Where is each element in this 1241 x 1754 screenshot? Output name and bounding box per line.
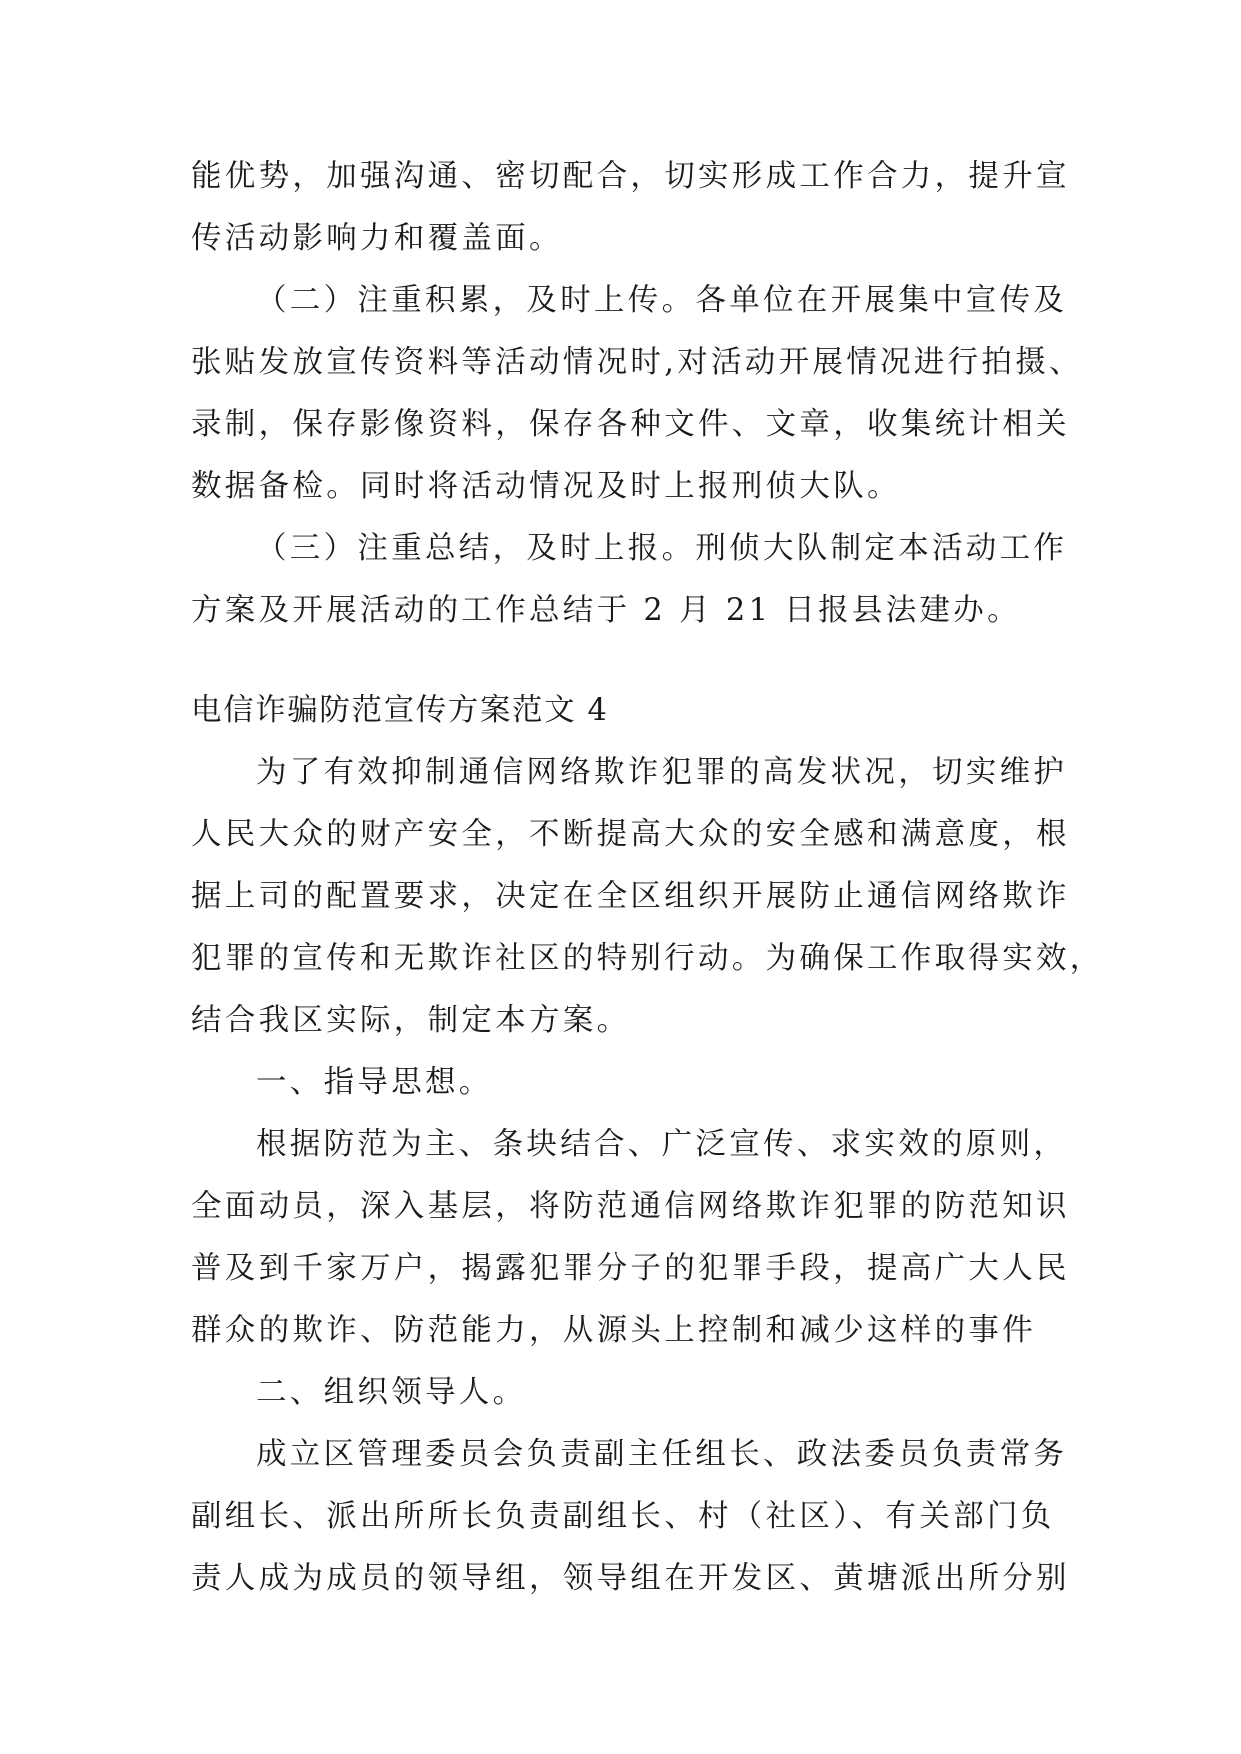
text-line: 普及到千家万户，揭露犯罪分子的犯罪手段，提高广大人民 bbox=[191, 1251, 1070, 1286]
text-line: 群众的欺诈、防范能力，从源头上控制和减少这样的事件 bbox=[191, 1313, 1036, 1348]
text-line: 人民大众的财产安全，不断提高大众的安全感和满意度，根 bbox=[191, 817, 1070, 852]
paragraph-item-2 bbox=[191, 270, 1083, 518]
text-line: 据上司的配置要求，决定在全区组织开展防止通信网络欺诈 bbox=[191, 879, 1070, 914]
text-line: 方案及开展活动的工作总结于 2 月 21 日报县法建办。 bbox=[191, 593, 1021, 628]
text-line: （三）注重总结，及时上报。刑侦大队制定本活动工作 bbox=[256, 531, 1068, 566]
text-line: 张贴发放宣传资料等活动情况时,对活动开展情况进行拍摄、 bbox=[191, 345, 1083, 380]
text-line: 副组长、派出所所长负责副组长、村（社区）、有关部门负 bbox=[191, 1499, 1055, 1534]
paragraph-guiding-ideology bbox=[191, 1114, 1071, 1362]
paragraph-organization bbox=[191, 1424, 1071, 1610]
text-line: 录制，保存影像资料，保存各种文件、文章，收集统计相关 bbox=[191, 407, 1070, 442]
text-line: 成立区管理委员会负责副主任组长、政法委员负责常务 bbox=[256, 1437, 1068, 1472]
section-spacer bbox=[191, 642, 1071, 680]
text-line: 根据防范为主、条块结合、广泛宣传、求实效的原则， bbox=[256, 1127, 1068, 1162]
paragraph-continued bbox=[191, 146, 1071, 270]
section-title: 电信诈骗防范宣传方案范文 4 bbox=[191, 693, 609, 728]
text-line: 犯罪的宣传和无欺诈社区的特别行动。为确保工作取得实效， bbox=[191, 941, 1104, 976]
paragraph-item-3 bbox=[191, 518, 1071, 642]
text-line: 结合我区实际，制定本方案。 bbox=[191, 1003, 631, 1038]
text-line: 传活动影响力和覆盖面。 bbox=[191, 221, 563, 256]
text-line: 数据备检。同时将活动情况及时上报刑侦大队。 bbox=[191, 469, 901, 504]
text-line: 为了有效抑制通信网络欺诈犯罪的高发状况，切实维护 bbox=[256, 755, 1068, 790]
text-line: （二）注重积累，及时上传。各单位在开展集中宣传及 bbox=[256, 283, 1068, 318]
heading-organization-leaders: 二、组织领导人。 bbox=[256, 1375, 527, 1410]
text-line: 全面动员，深入基层，将防范通信网络欺诈犯罪的防范知识 bbox=[191, 1189, 1070, 1224]
text-line: 责人成为成员的领导组，领导组在开发区、黄塘派出所分别 bbox=[191, 1561, 1070, 1596]
heading-guiding-ideology: 一、指导思想。 bbox=[256, 1065, 493, 1100]
text-line: 能优势，加强沟通、密切配合，切实形成工作合力，提升宣 bbox=[191, 159, 1070, 194]
document-body bbox=[191, 146, 1104, 1610]
paragraph-intro bbox=[191, 742, 1104, 1052]
